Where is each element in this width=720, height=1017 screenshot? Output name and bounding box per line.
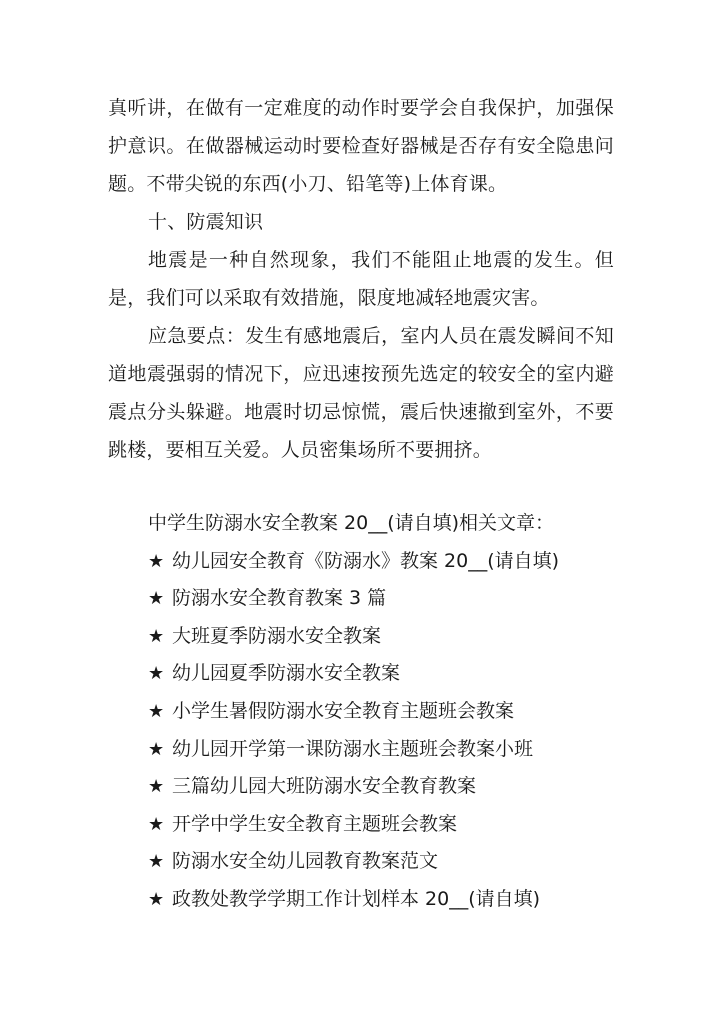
- related-article-link[interactable]: 大班夏季防溺水安全教案: [172, 624, 382, 647]
- related-article-item[interactable]: [148, 543, 618, 581]
- related-article-link[interactable]: 三篇幼儿园大班防溺水安全教育教案: [172, 775, 477, 798]
- paragraph-emergency-points: 应急要点：发生有感地震后，室内人员在震发瞬间不知道地震强弱的情况下，应迅速按预先选定的较安全的室内避震点分头躲避。地震时切忌惊慌，震后快速撤到室外，不要跳楼，要相互关爱。人员密集场所不要拥挤。: [108, 325, 614, 461]
- related-article-link[interactable]: 政教处教学学期工作计划样本 20__(请自填): [172, 887, 541, 910]
- related-articles-title: 中学生防溺水安全教案 20__(请自填)相关文章：: [148, 512, 555, 534]
- related-article-link[interactable]: 幼儿园开学第一课防溺水主题班会教案小班: [172, 737, 534, 760]
- related-article-item[interactable]: [148, 580, 618, 618]
- related-article-item[interactable]: [148, 693, 618, 731]
- star-icon: ★: [148, 888, 165, 910]
- body-text: [108, 89, 614, 469]
- star-icon: ★: [148, 813, 165, 835]
- related-article-item[interactable]: [148, 806, 618, 844]
- related-article-link[interactable]: 防溺水安全幼儿园教育教案范文: [172, 850, 439, 873]
- star-icon: ★: [148, 700, 165, 722]
- section-heading-earthquake: 十、防震知识: [148, 211, 264, 233]
- star-icon: ★: [148, 851, 165, 873]
- related-article-item[interactable]: [148, 655, 618, 693]
- related-article-link[interactable]: 幼儿园夏季防溺水安全教案: [172, 662, 401, 685]
- related-article-link[interactable]: 幼儿园安全教育《防溺水》教案 20__(请自填): [172, 549, 560, 572]
- related-articles: [148, 505, 618, 919]
- star-icon: ★: [148, 663, 165, 685]
- star-icon: ★: [148, 776, 165, 798]
- star-icon: ★: [148, 738, 165, 760]
- related-article-link[interactable]: 防溺水安全教育教案 3 篇: [172, 587, 387, 610]
- paragraph-earthquake-intro: 地震是一种自然现象，我们不能阻止地震的发生。但是，我们可以采取有效措施，限度地减轻地震灾害。: [108, 249, 614, 309]
- related-article-link[interactable]: 开学中学生安全教育主题班会教案: [172, 812, 458, 835]
- related-article-item[interactable]: [148, 768, 618, 806]
- related-article-link[interactable]: 小学生暑假防溺水安全教育主题班会教案: [172, 699, 515, 722]
- related-article-item[interactable]: [148, 843, 618, 881]
- related-article-item[interactable]: [148, 881, 618, 919]
- related-article-item[interactable]: [148, 618, 618, 656]
- related-article-item[interactable]: [148, 731, 618, 769]
- related-articles-list: [148, 543, 618, 919]
- star-icon: ★: [148, 588, 165, 610]
- star-icon: ★: [148, 550, 165, 572]
- paragraph-safety-continued: 真听讲，在做有一定难度的动作时要学会自我保护，加强保护意识。在做器械运动时要检查好器械是否存有安全隐患问题。不带尖锐的东西(小刀、铅笔等)上体育课。: [108, 97, 614, 195]
- star-icon: ★: [148, 625, 165, 647]
